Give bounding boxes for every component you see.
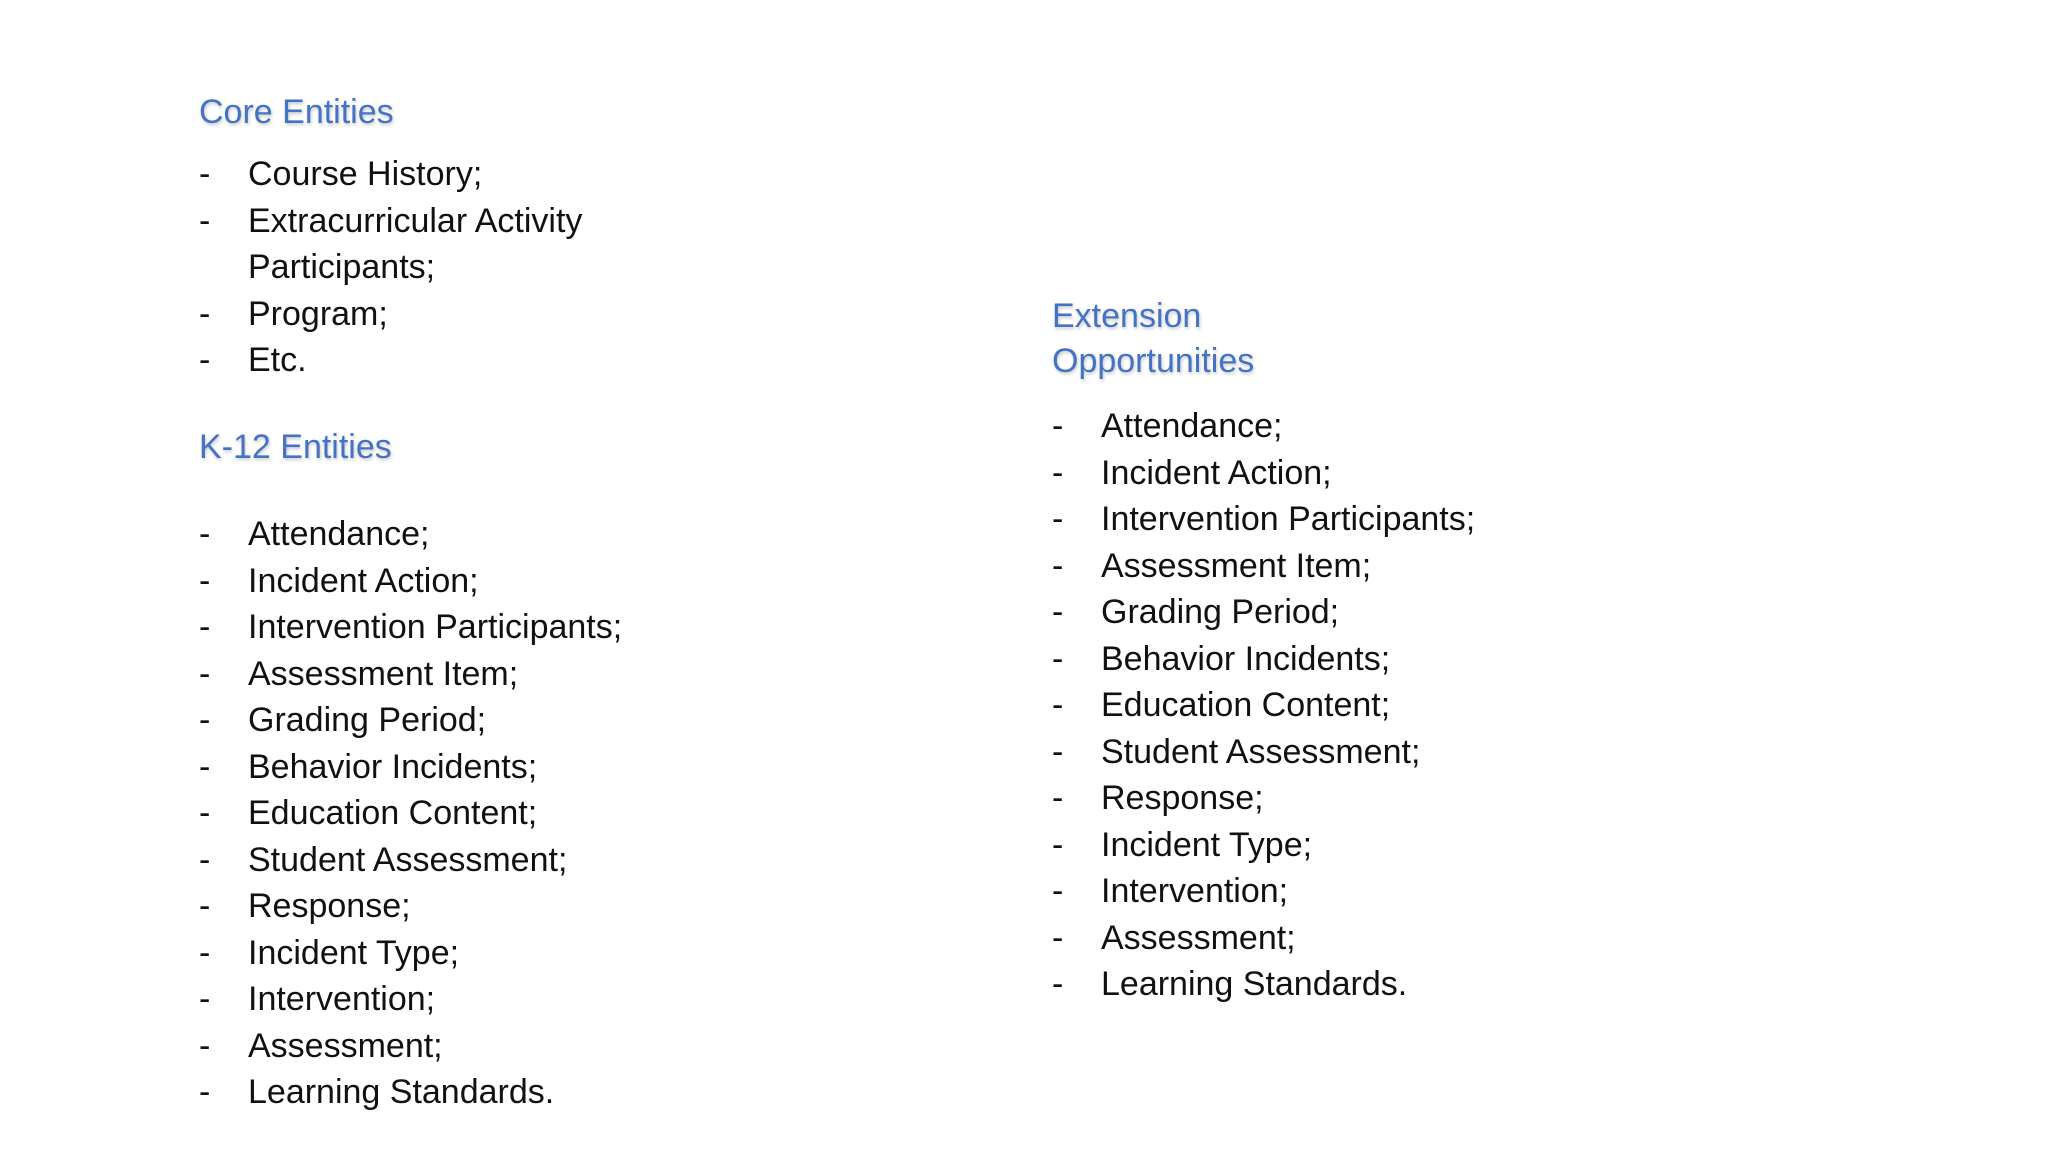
bullet-dash: - <box>199 294 211 333</box>
list-item <box>1052 636 1612 683</box>
list-item <box>1052 496 1612 543</box>
list-item-label: Response; <box>1101 779 1264 817</box>
list-item <box>1052 589 1612 636</box>
core-entities-list <box>199 151 719 384</box>
list-item-label: Student Assessment; <box>248 840 568 879</box>
list-item-label: Incident Action; <box>248 561 479 600</box>
list-item-label: Assessment Item; <box>248 654 519 693</box>
extension-opportunities-list <box>1052 403 1612 1008</box>
list-item <box>199 790 759 837</box>
bullet-dash: - <box>1052 825 1064 864</box>
list-item-label: Incident Type; <box>1101 825 1313 864</box>
list-item <box>199 337 719 384</box>
list-item-label: Intervention Participants; <box>1101 500 1476 538</box>
bullet-dash: - <box>1052 639 1064 678</box>
list-item-label: Learning Standards. <box>248 1073 555 1111</box>
bullet-dash: - <box>199 1026 211 1065</box>
bullet-dash: - <box>199 1073 211 1111</box>
list-item <box>199 837 759 884</box>
list-item <box>1052 543 1612 590</box>
list-item <box>199 291 719 338</box>
list-item <box>199 651 759 698</box>
list-item <box>1052 403 1612 450</box>
list-item <box>199 511 759 558</box>
list-item-label: Etc. <box>248 341 307 379</box>
list-item-label: Education Content; <box>1101 686 1391 724</box>
list-item <box>199 744 759 791</box>
bullet-dash: - <box>1052 500 1064 538</box>
bullet-dash: - <box>199 155 211 193</box>
bullet-dash: - <box>199 654 211 693</box>
bullet-dash: - <box>199 747 211 786</box>
core-entities-heading: Core Entities <box>199 93 394 131</box>
bullet-dash: - <box>1052 407 1064 445</box>
k12-entities-heading: K-12 Entities <box>199 428 392 466</box>
bullet-dash: - <box>1052 779 1064 817</box>
list-item-label: Learning Standards. <box>1101 965 1408 1003</box>
bullet-dash: - <box>199 608 211 646</box>
list-item <box>1052 915 1612 962</box>
list-item <box>199 930 759 977</box>
bullet-dash: - <box>1052 965 1064 1003</box>
bullet-dash: - <box>199 980 211 1018</box>
list-item-label: Assessment; <box>248 1026 443 1065</box>
list-item <box>1052 682 1612 729</box>
list-item <box>199 604 759 651</box>
list-item-label: Grading Period; <box>1101 593 1340 631</box>
list-item <box>199 1023 759 1070</box>
list-item-label: Grading Period; <box>248 701 487 739</box>
bullet-dash: - <box>199 561 211 600</box>
list-item <box>199 697 759 744</box>
list-item <box>199 976 759 1023</box>
bullet-dash: - <box>1052 918 1064 957</box>
list-item-label: Intervention; <box>248 980 436 1018</box>
bullet-dash: - <box>1052 593 1064 631</box>
list-item <box>1052 729 1612 776</box>
list-item-label: Response; <box>248 887 411 925</box>
list-item-label: Course History; <box>248 155 483 193</box>
list-item-label: Assessment Item; <box>1101 546 1372 585</box>
bullet-dash: - <box>199 341 211 379</box>
list-item-label: Intervention Participants; <box>248 608 623 646</box>
bullet-dash: - <box>199 840 211 879</box>
list-item-label: Assessment; <box>1101 918 1296 957</box>
list-item-label: Program; <box>248 294 388 333</box>
bullet-dash: - <box>199 201 211 240</box>
list-item-label: Extracurricular Activity Participants; <box>248 201 583 286</box>
list-item-label: Attendance; <box>248 515 430 553</box>
list-item <box>199 198 719 291</box>
list-item <box>1052 868 1612 915</box>
bullet-dash: - <box>199 515 211 553</box>
list-item-label: Behavior Incidents; <box>1101 639 1391 678</box>
bullet-dash: - <box>1052 872 1064 910</box>
k12-entities-list <box>199 511 759 1116</box>
list-item <box>199 558 759 605</box>
list-item-label: Student Assessment; <box>1101 732 1421 771</box>
list-item-label: Education Content; <box>248 794 538 832</box>
list-item <box>199 883 759 930</box>
bullet-dash: - <box>1052 686 1064 724</box>
list-item <box>1052 450 1612 497</box>
bullet-dash: - <box>199 701 211 739</box>
bullet-dash: - <box>1052 546 1064 585</box>
list-item-label: Incident Action; <box>1101 453 1332 492</box>
extension-opportunities-heading: Extension Opportunities <box>1052 297 1255 380</box>
list-item <box>1052 775 1612 822</box>
bullet-dash: - <box>1052 453 1064 492</box>
list-item-label: Incident Type; <box>248 933 460 972</box>
list-item <box>199 1069 759 1116</box>
list-item-label: Intervention; <box>1101 872 1289 910</box>
bullet-dash: - <box>199 794 211 832</box>
bullet-dash: - <box>199 933 211 972</box>
list-item <box>1052 961 1612 1008</box>
list-item <box>199 151 719 198</box>
list-item-label: Behavior Incidents; <box>248 747 538 786</box>
bullet-dash: - <box>199 887 211 925</box>
list-item <box>1052 822 1612 869</box>
list-item-label: Attendance; <box>1101 407 1283 445</box>
bullet-dash: - <box>1052 732 1064 771</box>
